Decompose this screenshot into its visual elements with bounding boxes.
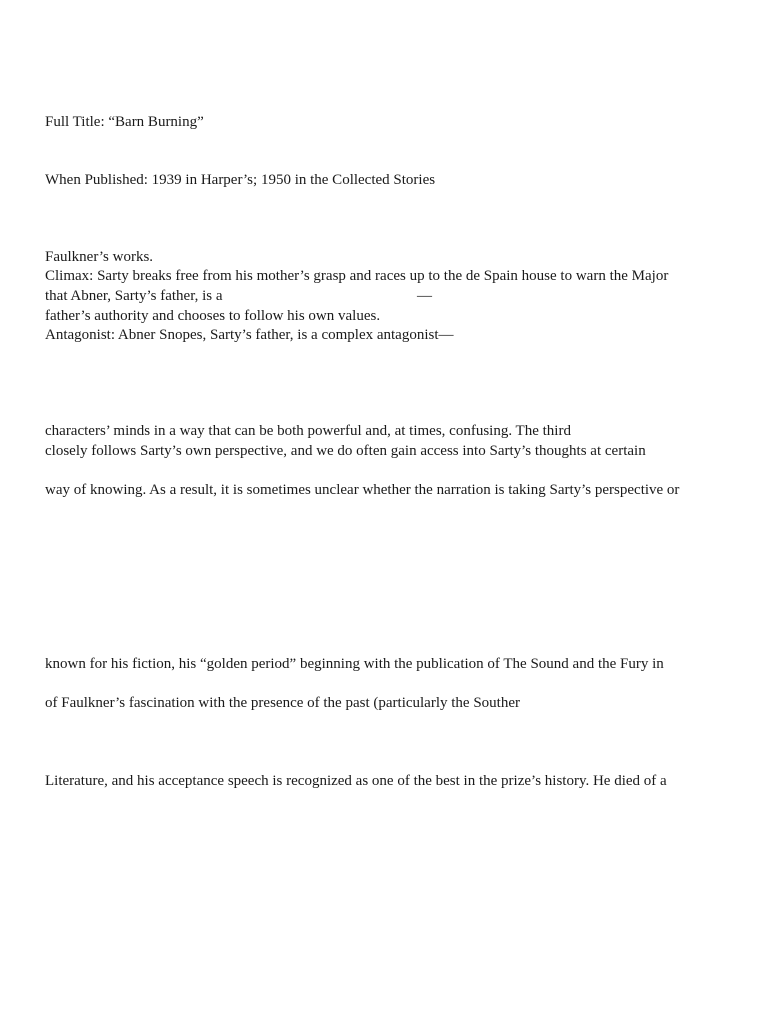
full-title-line: Full Title: “Barn Burning” xyxy=(45,114,204,130)
text-line: way of knowing. As a result, it is sometimes unclear whether the narration is taking Sarty’s perspective or xyxy=(45,482,680,498)
antagonist-line: Antagonist: Abner Snopes, Sarty’s father, is a complex antagonist— xyxy=(45,327,454,343)
text-line: father’s authority and chooses to follow his own values. xyxy=(45,308,381,324)
text-line: known for his fiction, his “golden period” beginning with the publication of The Sound and the Fury in xyxy=(45,656,664,672)
text-line: of Faulkner’s fascination with the presence of the past (particularly the Souther xyxy=(45,695,520,711)
climax-line: Climax: Sarty breaks free from his mother’s grasp and races up to the de Spain house to warn the Major xyxy=(45,268,669,284)
text-line: Faulkner’s works. xyxy=(45,249,154,265)
text-line: closely follows Sarty’s own perspective, and we do often gain access into Sarty’s thoughts at certain xyxy=(45,443,646,459)
text-line: that Abner, Sarty’s father, is a xyxy=(45,288,223,304)
em-dash: — xyxy=(417,288,432,304)
text-line: Literature, and his acceptance speech is recognized as one of the best in the prize’s history. He died of a xyxy=(45,773,667,789)
text-line: characters’ minds in a way that can be both powerful and, at times, confusing. The third xyxy=(45,423,571,439)
when-published-line: When Published: 1939 in Harper’s; 1950 in the Collected Stories xyxy=(45,172,436,188)
